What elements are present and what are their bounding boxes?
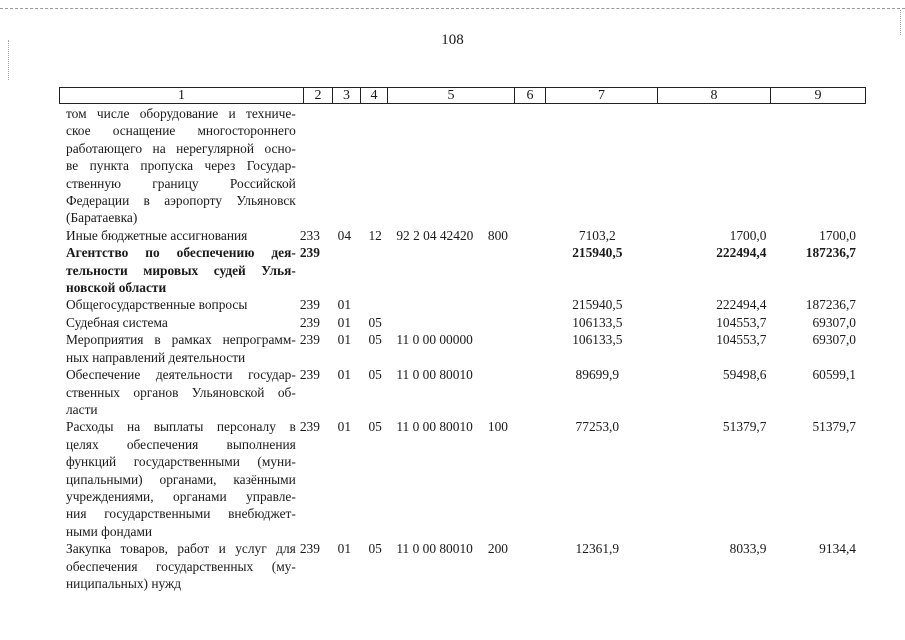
row-name-line: работающего на нерегулярной осно- <box>66 140 296 156</box>
cell-col-4 <box>368 105 396 227</box>
row-name <box>66 331 300 366</box>
cell-col-7: 77253,0 <box>575 419 620 435</box>
cell-col-8: 59498,6 <box>722 367 767 383</box>
cell-col-6: 200 <box>487 541 508 557</box>
row-name <box>66 366 300 418</box>
cell-col-7: 89699,9 <box>575 367 620 383</box>
row-name-line: ципальными) органами, казёнными <box>66 471 296 487</box>
cell-col-5: 11 0 00 80010 <box>396 367 473 383</box>
table-body <box>66 105 856 592</box>
row-name-line: функций государственными (муни- <box>66 454 296 470</box>
cell-col-2 <box>300 105 338 227</box>
page-number: 108 <box>441 32 464 48</box>
row-name-line: Общегосударственные вопросы <box>66 297 248 313</box>
cell-col-7: 12361,9 <box>575 541 620 557</box>
cell-col-2: 239 <box>299 245 320 261</box>
header-col-2: 2 <box>304 88 333 103</box>
row-name-line: ных направлений деятельности <box>66 349 246 365</box>
cell-col-5: 11 0 00 80010 <box>396 541 473 557</box>
cell-col-5 <box>396 105 488 227</box>
cell-col-8: 222494,4 <box>716 245 767 261</box>
cell-col-8: 104553,7 <box>716 332 767 348</box>
cell-col-3: 01 <box>337 314 352 330</box>
row-name-line: ными фондами <box>66 523 153 539</box>
header-col-8: 8 <box>658 88 771 103</box>
cell-col-8 <box>657 105 766 227</box>
cell-col-6: 100 <box>487 419 508 435</box>
row-name-line: ния государственными внебюджет- <box>66 506 296 522</box>
cell-col-2: 239 <box>299 332 320 348</box>
cell-col-4: 05 <box>368 541 382 557</box>
cell-col-7: 215940,5 <box>572 297 623 313</box>
cell-col-4: 12 <box>368 227 382 243</box>
cell-col-8: 51379,7 <box>722 419 767 435</box>
cell-col-3: 01 <box>337 367 352 383</box>
row-name-line: ственных органов Ульяновской об- <box>66 384 296 400</box>
cell-col-3: 01 <box>337 297 352 313</box>
row-name-line: Обеспечение деятельности государ- <box>66 367 296 383</box>
row-name <box>66 227 300 244</box>
cell-col-2: 239 <box>299 297 320 313</box>
row-name-line: Расходы на выплаты персоналу в <box>66 419 296 435</box>
cell-col-2: 239 <box>299 419 320 435</box>
table-header <box>59 87 866 104</box>
cell-col-9: 51379,7 <box>812 419 856 435</box>
table-row <box>66 418 856 540</box>
cell-col-5: 11 0 00 00000 <box>396 332 473 348</box>
row-name <box>66 314 300 331</box>
cell-col-9: 69307,0 <box>812 332 856 348</box>
cell-col-4: 05 <box>368 332 382 348</box>
cell-col-5: 92 2 04 42420 <box>396 227 474 243</box>
header-col-1: 1 <box>60 88 304 103</box>
cell-col-4: 05 <box>368 419 382 435</box>
row-name <box>66 540 300 592</box>
cell-col-9: 60599,1 <box>812 367 856 383</box>
table-row <box>66 331 856 366</box>
row-name-line: (Баратаевка) <box>66 210 138 226</box>
table-row <box>66 296 856 313</box>
cell-col-4: 05 <box>368 367 382 383</box>
cell-col-9: 187236,7 <box>805 297 856 313</box>
cell-col-5: 11 0 00 80010 <box>396 419 473 435</box>
cell-col-4 <box>368 296 396 313</box>
cell-col-3 <box>338 105 369 227</box>
header-col-9: 9 <box>814 88 822 103</box>
cell-col-4: 05 <box>368 314 382 330</box>
cell-col-4 <box>368 244 396 296</box>
cell-col-6 <box>488 314 538 331</box>
table-row <box>66 314 856 331</box>
table-row <box>66 366 856 418</box>
table-row <box>66 227 856 244</box>
row-name-line: ве пункта пропуска через Государ- <box>66 158 296 174</box>
row-name <box>66 296 300 313</box>
cell-col-6 <box>488 296 538 313</box>
header-col-7: 7 <box>546 88 658 103</box>
row-name-line: том числе оборудование и техниче- <box>66 106 296 121</box>
cell-col-8: 1700,0 <box>729 227 767 243</box>
cell-col-6 <box>488 366 538 418</box>
cell-col-3: 04 <box>337 227 352 243</box>
cell-col-3: 01 <box>337 419 352 435</box>
row-name-line: новской области <box>66 280 167 296</box>
row-name-line: ское оснащение многостороннего <box>66 123 296 139</box>
cell-col-2: 239 <box>299 314 320 330</box>
row-name-line: Федерации в аэропорту Ульяновск <box>66 193 296 209</box>
cell-col-6 <box>488 105 538 227</box>
row-name-line: целях обеспечения выполнения <box>66 436 296 452</box>
cell-col-3: 01 <box>337 332 352 348</box>
row-name-line: Закупка товаров, работ и услуг для <box>66 541 296 557</box>
cell-col-2: 239 <box>299 367 320 383</box>
row-name-line: Судебная система <box>66 314 168 330</box>
cell-col-9: 1700,0 <box>819 227 856 243</box>
row-name <box>66 105 300 227</box>
row-name <box>66 418 300 540</box>
cell-col-7 <box>538 105 657 227</box>
cell-col-8: 8033,9 <box>729 541 767 557</box>
row-name-line: ственную границу Российской <box>66 175 296 191</box>
row-name-line: ласти <box>66 401 98 417</box>
cell-col-9: 9134,4 <box>819 541 856 557</box>
cell-col-7: 7103,2 <box>578 227 616 243</box>
row-name-line: Агентство по обеспечению дея- <box>66 245 296 261</box>
row-name-line: тельности мировых судей Улья- <box>66 262 296 278</box>
cell-col-6 <box>488 331 538 366</box>
cell-col-9 <box>766 105 856 227</box>
row-name-line: учреждениями, органами управле- <box>66 488 296 504</box>
cell-col-5 <box>396 244 488 296</box>
row-name-line: обеспечения государственных (му- <box>66 558 296 574</box>
cell-col-2: 233 <box>299 227 320 243</box>
cell-col-3: 01 <box>337 541 352 557</box>
table-row <box>66 244 856 296</box>
cell-col-3 <box>338 244 369 296</box>
cell-col-9: 69307,0 <box>812 314 856 330</box>
table-row <box>66 540 856 592</box>
cell-col-7: 106133,5 <box>572 314 623 330</box>
row-name-line: Иные бюджетные ассигнования <box>66 227 248 243</box>
cell-col-6: 800 <box>487 227 508 243</box>
cell-col-9: 187236,7 <box>805 245 856 261</box>
header-col-6: 6 <box>515 88 546 103</box>
cell-col-7: 215940,5 <box>572 245 623 261</box>
table-row <box>66 105 856 227</box>
cell-col-2: 239 <box>299 541 320 557</box>
row-name-line: ниципальных) нужд <box>66 575 182 591</box>
header-col-4: 4 <box>361 88 388 103</box>
row-name-line: Мероприятия в рамках непрограмм- <box>66 332 296 348</box>
header-col-5: 5 <box>388 88 515 103</box>
cell-col-8: 104553,7 <box>716 314 767 330</box>
cell-col-5 <box>396 296 488 313</box>
cell-col-8: 222494,4 <box>716 297 767 313</box>
cell-col-7: 106133,5 <box>572 332 623 348</box>
scan-edge-top <box>0 8 905 9</box>
header-col-3: 3 <box>333 88 361 103</box>
cell-col-5 <box>396 314 488 331</box>
cell-col-6 <box>488 244 538 296</box>
row-name <box>66 244 300 296</box>
